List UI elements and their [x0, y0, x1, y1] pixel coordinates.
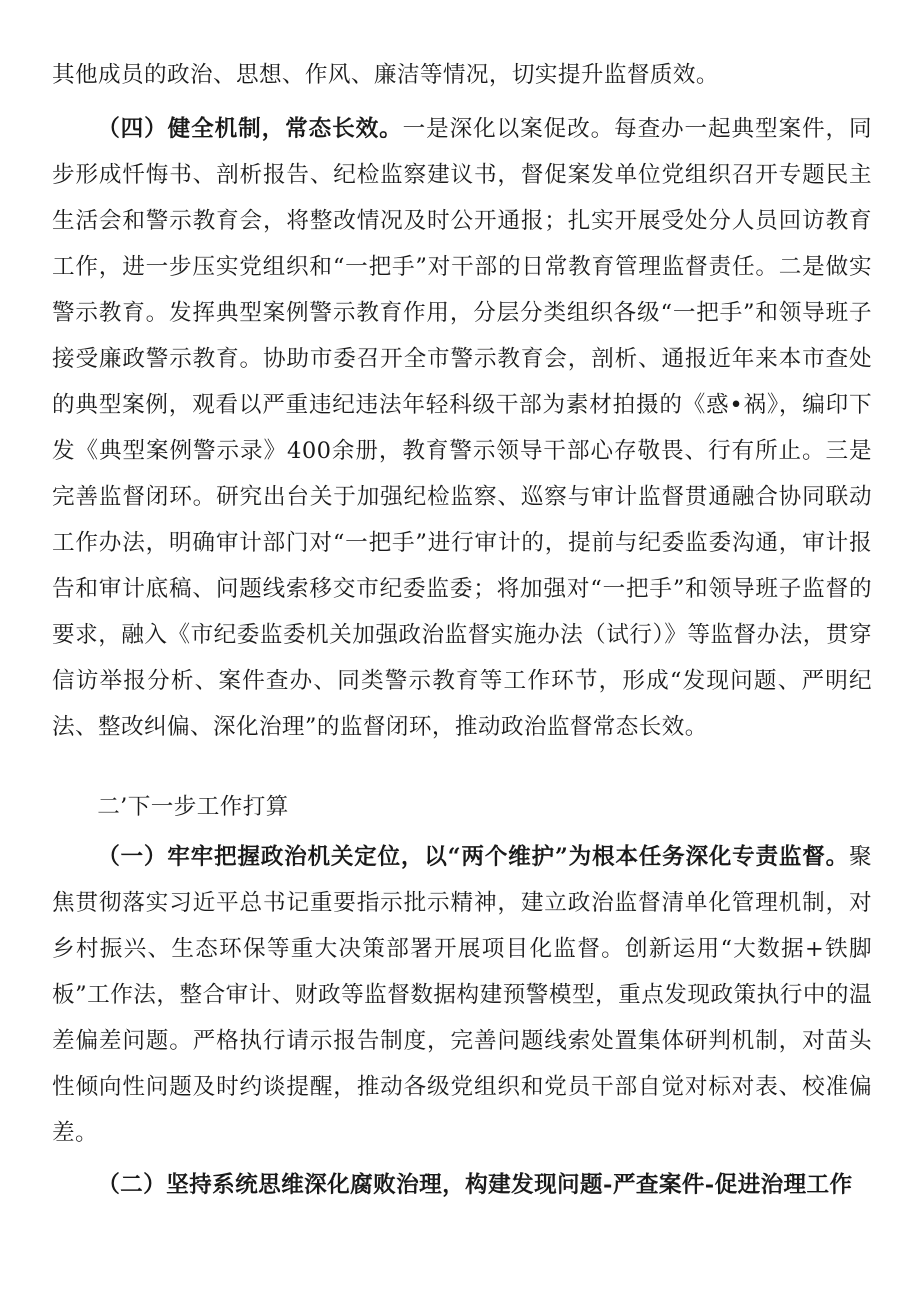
item-one-lead: （一）牢牢把握政治机关定位，以“两个维护”为根本任务深化专责监督。 — [97, 844, 849, 870]
item-two-paragraph — [52, 1162, 872, 1208]
item-one-body: 聚焦贯彻落实习近平总书记重要指示批示精神，建立政治监督清单化管理机制，对乡村振兴、生态环保等重大决策部署开展项目化监督。创新运用“大数据+铁脚板”工作法，整合审计、财政等监督数据构建预警模型，重点发现政策执行中的温差偏差问题。严格执行请示报告制度，完善问题线索处置集体研判机制，对苗头性倾向性问题及时约谈提醒，推动各级党组织和党员干部自觉对标对表、校准偏差。 — [52, 844, 872, 1146]
section-four-lead: （四）健全机制，常态长效。 — [97, 116, 403, 142]
paragraph-continuation — [52, 52, 872, 98]
section-four-paragraph — [52, 106, 872, 750]
section-heading — [52, 784, 872, 830]
item-one-paragraph — [52, 834, 872, 1156]
paragraph-continuation-text: 其他成员的政治、思想、作风、廉洁等情况，切实提升监督质效。 — [52, 62, 719, 88]
item-two-lead: （二）坚持系统思维深化腐败治理，构建发现问题-严查案件-促进治理工作 — [97, 1172, 853, 1198]
section-heading-text: 二’下一步工作打算 — [97, 794, 289, 820]
section-four-body: 一是深化以案促改。每查办一起典型案件，同步形成忏悔书、剖析报告、纪检监察建议书，督促案发单位党组织召开专题民主生活会和警示教育会，将整改情况及时公开通报；扎实开展受处分人员回访教育工作，进一步压实党组织和“一把手”对干部的日常教育管理监督责任。二是做实警示教育。发挥典型案例警示教育作用，分层分类组织各级“一把手”和领导班子接受廉政警示教育。协助市委召开全市警示教育会，剖析、通报近年来本市查处的典型案例，观看以严重违纪违法年轻科级干部为素材拍摄的《惑•祸》，编印下发《典型案例警示录》400余册，教育警示领导干部心存敬畏、行有所止。三是完善监督闭环。研究出台关于加强纪检监察、巡察与审计监督贯通融合协同联动工作办法，明确审计部门对“一把手”进行审计的，提前与纪委监委沟通，审计报告和审计底稿、问题线索移交市纪委监委；将加强对“一把手”和领导班子监督的要求，融入《市纪委监委机关加强政治监督实施办法（试行）》等监督办法，贯穿信访举报分析、案件查办、同类警示教育等工作环节，形成“发现问题、严明纪法、整改纠偏、深化治理”的监督闭环，推动政治监督常态长效。 — [52, 116, 873, 740]
